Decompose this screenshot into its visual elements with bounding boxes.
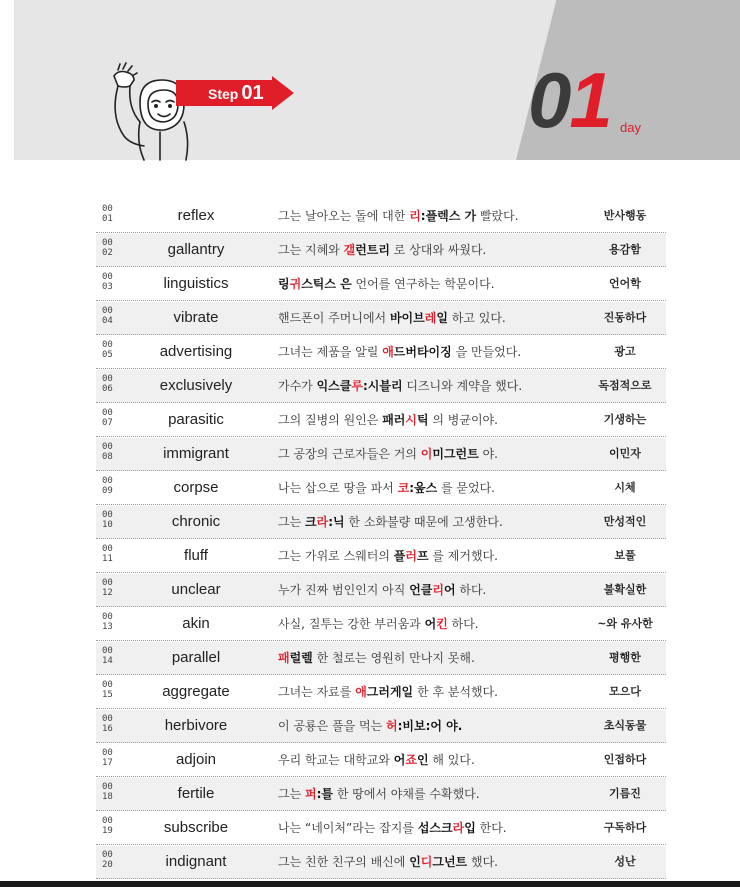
entry-number-bottom: 11 [102,554,113,564]
step-number: 01 [241,82,264,104]
pronunciation [390,311,448,325]
pronunciation-end: :닉 [328,515,345,529]
english-word: herbivore [164,717,228,734]
sentence-text: 나는 “네이처”라는 잡지를 [278,821,418,835]
stress-syllable: 코 [397,481,410,495]
stress-syllable: 죠 [405,753,417,767]
vocab-row [96,438,666,471]
example-sentence [278,744,475,776]
english-word: fluff [184,547,208,564]
entry-number-bottom: 10 [102,520,113,530]
entry-number [102,374,113,394]
entry-number-bottom: 07 [102,418,113,428]
entry-number-bottom: 06 [102,384,113,394]
english-word: fertile [177,785,215,802]
english-word: advertising [159,343,233,360]
entry-number [102,612,113,632]
sentence-text: 그는 [278,515,305,529]
pronunciation [398,481,438,495]
english-word: subscribe [163,819,229,836]
sentence-text-end: 를 제거했다. [428,549,498,563]
pronunciation-start: 익스클 [316,379,352,393]
entry-number-top: 00 [102,544,113,554]
sentence-text-end: 언어를 연구하는 학문이다. [351,277,495,291]
vocab-row [96,676,666,709]
vocab-row [96,710,666,743]
entry-number-bottom: 04 [102,316,113,326]
stress-syllable: 시 [405,413,417,427]
sentence-text: 그녀는 제품을 알릴 [278,345,383,359]
example-sentence [278,778,480,810]
sentence-text-end: 하다. [447,617,479,631]
entry-number [102,340,113,360]
entry-number-bottom: 19 [102,826,113,836]
entry-number [102,748,113,768]
korean-meaning: 기름진 [609,787,641,800]
stress-syllable: 라 [452,821,465,835]
vocab-row [96,370,666,403]
korean-meaning: 인접하다 [603,753,647,766]
entry-number-bottom: 08 [102,452,113,462]
entry-number-bottom: 05 [102,350,113,360]
example-sentence [278,642,475,674]
vocab-row [96,234,666,267]
example-sentence [278,336,521,368]
sentence-text-end: 로 상대와 싸웠다. [389,243,487,257]
entry-number-top: 00 [102,816,113,826]
sentence-text-end: 하다. [455,583,487,597]
stress-syllable: 갤 [343,243,356,257]
pronunciation-start: 인 [409,855,421,869]
stress-syllable: 허 [386,719,398,733]
pronunciation [305,787,333,801]
sentence-text: 그 공장의 근로자들은 거의 [278,447,421,461]
sentence-text-end: 빨랐다. [476,209,519,223]
sentence-text-end: 하고 있다. [447,311,506,325]
day-label: day [620,120,641,135]
stress-syllable: 귀 [289,277,302,291]
sentence-text: 우리 학교는 대학교와 [278,753,394,767]
example-sentence [278,506,503,538]
pronunciation [382,345,452,359]
pronunciation [394,549,429,563]
korean-meaning: 불확실한 [603,583,647,596]
entry-number-bottom: 03 [102,282,113,292]
sentence-text: 나는 삽으로 땅을 파서 [278,481,398,495]
example-sentence [278,404,498,436]
entry-number [102,476,113,496]
stress-syllable: 애 [355,685,367,699]
vocab-row [96,574,666,607]
pronunciation-end: :비보:어 야. [397,719,463,733]
step-word: Step [208,86,239,102]
vocab-row [96,608,666,641]
vocab-row [96,846,666,879]
korean-meaning: 평행한 [609,651,641,664]
entry-number-bottom: 15 [102,690,113,700]
entry-number-bottom: 16 [102,724,113,734]
sentence-text: 그는 날아오는 돌에 대한 [278,209,410,223]
entry-number-top: 00 [102,408,113,418]
sentence-text-end: 를 묻었다. [437,481,495,495]
korean-meaning: 시체 [614,481,636,494]
korean-meaning: 광고 [614,345,636,358]
pronunciation-end: :틀 [316,787,333,801]
sentence-text-end: 한 땅에서 야채를 수확했다. [333,787,480,801]
pronunciation-start: 플 [393,549,406,563]
entry-number [102,408,113,428]
entry-number [102,238,113,258]
pronunciation-end: 그넌트 [432,855,468,869]
entry-number-top: 00 [102,204,113,214]
korean-meaning: 이민자 [609,447,641,460]
vocab-row [96,472,666,505]
entry-number [102,544,113,564]
pronunciation [344,243,390,257]
entry-number [102,714,113,734]
sentence-text-end: 한다. [475,821,507,835]
sentence-text: 핸드폰이 주머니에서 [278,311,390,325]
entry-number-bottom: 20 [102,860,113,870]
stress-syllable: 퍼 [305,787,317,801]
pronunciation-start: 어 [424,617,437,631]
entry-number [102,646,113,666]
sentence-text: 그의 질병의 원인은 [278,413,383,427]
step-label [208,80,264,106]
korean-meaning: 구독하다 [603,821,647,834]
stress-syllable: 디 [420,855,433,869]
entry-number-bottom: 12 [102,588,113,598]
korean-meaning: 보풀 [614,549,636,562]
english-word: gallantry [167,241,225,258]
stress-syllable: 애 [382,345,394,359]
entry-number-top: 00 [102,374,113,384]
entry-number-bottom: 01 [102,214,113,224]
entry-number-top: 00 [102,238,113,248]
pronunciation [317,379,403,393]
entry-number [102,204,113,224]
pronunciation-end: 어 [443,583,456,597]
korean-meaning: 모으다 [609,685,641,698]
pronunciation [355,685,413,699]
english-word: corpse [173,479,219,496]
sentence-text: 그는 [278,787,305,801]
example-sentence [278,438,498,470]
entry-number-top: 00 [102,510,113,520]
stress-syllable: 이 [420,447,433,461]
stress-syllable: 레 [424,311,437,325]
entry-number [102,306,113,326]
pronunciation [409,583,455,597]
sentence-text: 누가 진짜 범인인지 아직 [278,583,410,597]
vocab-row [96,302,666,335]
entry-number-top: 00 [102,714,113,724]
pronunciation [386,719,462,733]
entry-number-bottom: 13 [102,622,113,632]
pronunciation [409,209,476,223]
entry-number [102,442,113,462]
english-word: adjoin [175,751,217,768]
pronunciation-start: 언클 [409,583,433,597]
pronunciation-end: 그러게일 [366,685,414,699]
korean-meaning: 진동하다 [603,311,647,324]
english-word: vibrate [173,309,219,326]
example-sentence [278,574,486,606]
sentence-text-end: 한 철로는 영원히 만나지 못해. [312,651,475,665]
pronunciation-start: 링 [278,277,290,291]
example-sentence [278,812,507,844]
english-word: aggregate [162,683,230,700]
entry-number [102,272,113,292]
pronunciation-end: 런트리 [355,243,390,257]
vocab-row [96,540,666,573]
pronunciation-end: 미그런트 [432,447,479,461]
entry-number-top: 00 [102,306,113,316]
entry-number [102,578,113,598]
example-sentence [278,370,522,402]
sentence-text: 그는 가위로 스웨터의 [278,549,394,563]
sentence-text-end: 을 만들었다. [451,345,522,359]
korean-meaning: 만성적인 [603,515,647,528]
vocab-row [96,336,666,369]
example-sentence [278,234,486,266]
english-word: unclear [171,581,221,598]
entry-number-top: 00 [102,646,113,656]
entry-number [102,510,113,530]
english-word: parallel [171,649,221,666]
english-word: linguistics [163,275,229,292]
entry-number-top: 00 [102,680,113,690]
example-sentence [278,268,495,300]
stress-syllable: 라 [316,515,329,529]
sentence-text-end: 디즈니와 계약을 했다. [402,379,523,393]
vocab-row [96,778,666,811]
korean-meaning: 반사행동 [603,209,647,222]
entry-number-top: 00 [102,272,113,282]
pronunciation-start: 섭스크 [417,821,453,835]
entry-number-bottom: 02 [102,248,113,258]
pronunciation [394,753,429,767]
pronunciation-end: 드버타이징 [393,345,452,359]
english-word: parasitic [168,411,224,428]
vocab-row [96,268,666,301]
entry-number-bottom: 14 [102,656,113,666]
example-sentence [278,676,498,708]
sentence-text-end: 야. [478,447,498,461]
pronunciation-start: 어 [393,753,406,767]
sentence-text: 가수가 [278,379,317,393]
english-word: immigrant [163,445,229,462]
entry-number-bottom: 09 [102,486,113,496]
example-sentence [278,540,498,572]
pronunciation-end: 인 [416,753,429,767]
pronunciation [425,617,448,631]
entry-number-bottom: 18 [102,792,113,802]
korean-meaning: ~와 유사한 [597,617,653,630]
pronunciation-end: :플렉스 가 [420,209,477,223]
entry-number [102,850,113,870]
pronunciation [278,277,352,291]
pronunciation-end: 스틱스 은 [301,277,352,291]
pronunciation [278,651,313,665]
entry-number-top: 00 [102,340,113,350]
sentence-text-end: 한 소화불량 때문에 고생한다. [344,515,503,529]
entry-number-bottom: 17 [102,758,113,768]
stress-syllable: 루 [351,379,363,393]
korean-meaning: 언어학 [609,277,641,290]
entry-number [102,680,113,700]
stress-syllable: 킨 [436,617,448,631]
pronunciation-end: 럴렐 [289,651,313,665]
pronunciation [421,447,479,461]
pronunciation-end: 틱 [416,413,429,427]
entry-number-top: 00 [102,578,113,588]
sentence-text-end: 했다. [467,855,498,869]
pronunciation [382,413,428,427]
bottom-rule [0,881,740,887]
entry-number [102,782,113,802]
pronunciation-end: :시블리 [362,379,403,393]
entry-number [102,816,113,836]
korean-meaning: 독점적으로 [598,379,652,392]
entry-number-top: 00 [102,442,113,452]
entry-number-top: 00 [102,850,113,860]
stress-syllable: 패 [278,651,290,665]
stress-syllable: 리 [432,583,444,597]
sentence-text: 그는 지혜와 [278,243,344,257]
english-word: indignant [165,853,227,870]
pronunciation-end: 프 [416,549,429,563]
entry-number-top: 00 [102,612,113,622]
pronunciation-end: 일 [436,311,448,325]
korean-meaning: 용감함 [609,243,641,256]
example-sentence [278,302,506,334]
pronunciation [305,515,345,529]
sentence-text: 사실, 질투는 강한 부러움과 [278,617,425,631]
day-number-one: 1 [569,56,611,144]
example-sentence [278,608,479,640]
pronunciation-start: 바이브 [389,311,425,325]
sentence-text-end: 해 있다. [428,753,475,767]
example-sentence [278,846,498,878]
vocab-row [96,404,666,437]
korean-meaning: 기생하는 [603,413,647,426]
sentence-text-end: 의 병균이야. [428,413,498,427]
sentence-text-end: 한 후 분석했다. [413,685,498,699]
vocab-row [96,506,666,539]
day-number-zero: 0 [528,56,570,144]
sentence-text: 이 공룡은 풀을 먹는 [278,719,386,733]
english-word: akin [182,615,210,632]
example-sentence [278,200,519,232]
pronunciation [409,855,467,869]
vocab-row [96,642,666,675]
example-sentence [278,472,495,504]
korean-meaning: 초식동물 [603,719,647,732]
sentence-text: 그는 친한 친구의 배신에 [278,855,410,869]
pronunciation-end: 입 [464,821,476,835]
day-number [528,56,611,144]
vocab-row [96,812,666,845]
stress-syllable: 러 [405,549,417,563]
pronunciation-start: 크 [305,515,317,529]
korean-meaning: 성난 [614,855,636,868]
pronunciation-end: :웊스 [409,481,438,495]
sentence-text: 그녀는 자료를 [278,685,356,699]
vocab-row [96,200,666,233]
vocabulary-list [96,200,666,880]
entry-number-top: 00 [102,782,113,792]
vocab-row [96,744,666,777]
english-word: reflex [177,207,215,224]
stress-syllable: 리 [409,209,421,223]
example-sentence [278,710,462,742]
entry-number-top: 00 [102,476,113,486]
english-word: exclusively [159,377,233,394]
english-word: chronic [171,513,221,530]
pronunciation [418,821,476,835]
entry-number-top: 00 [102,748,113,758]
pronunciation-start: 패러 [382,413,406,427]
